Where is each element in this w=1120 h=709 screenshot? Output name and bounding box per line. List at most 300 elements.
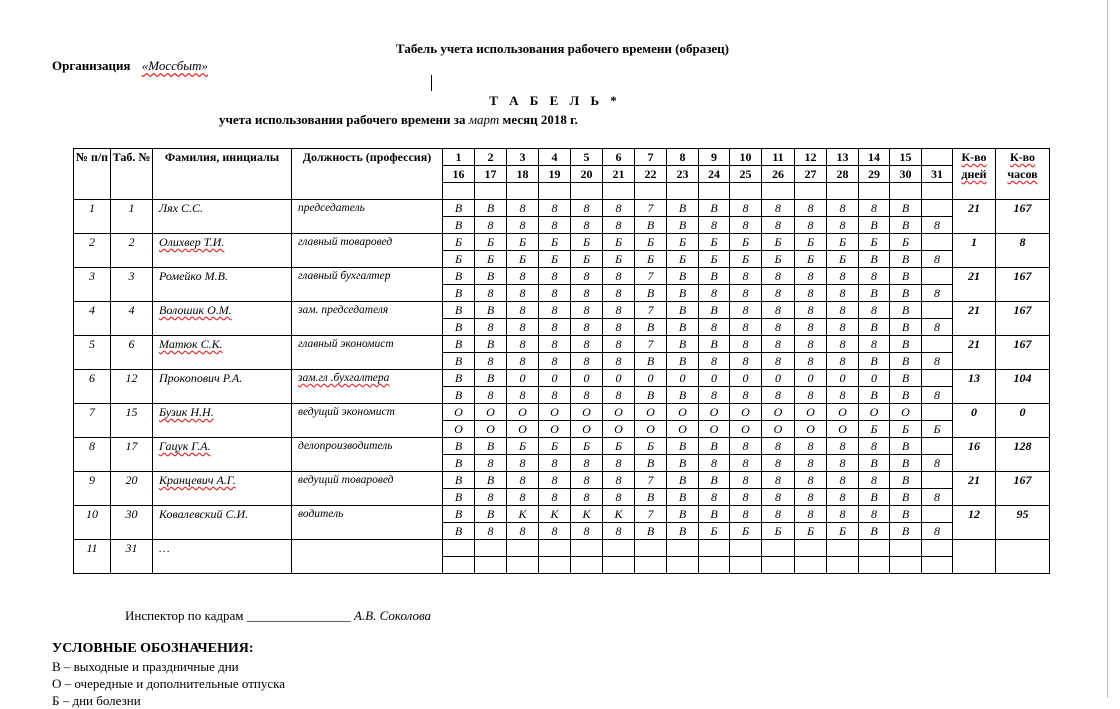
- day-cell[interactable]: 8: [571, 268, 603, 285]
- day-cell[interactable]: [443, 540, 475, 557]
- day-cell[interactable]: В: [475, 336, 507, 353]
- day-cell[interactable]: Б: [762, 523, 795, 540]
- day-cell[interactable]: В: [667, 472, 699, 489]
- day-cell[interactable]: 8: [795, 217, 827, 234]
- day-cell[interactable]: Б: [730, 251, 762, 268]
- day-cell[interactable]: [827, 540, 859, 557]
- day-cell[interactable]: В: [699, 302, 730, 319]
- day-cell[interactable]: 8: [795, 489, 827, 506]
- day-cell[interactable]: 8: [795, 285, 827, 302]
- day-cell[interactable]: 8: [571, 319, 603, 336]
- day-cell[interactable]: В: [443, 472, 475, 489]
- day-cell[interactable]: В: [475, 200, 507, 217]
- day-cell[interactable]: 8: [827, 268, 859, 285]
- employee-name[interactable]: [153, 336, 292, 370]
- day-cell[interactable]: 8: [762, 285, 795, 302]
- day-cell[interactable]: Б: [827, 523, 859, 540]
- day-cell[interactable]: В: [859, 353, 890, 370]
- day-cell[interactable]: 8: [730, 319, 762, 336]
- day-cell[interactable]: Б: [795, 234, 827, 251]
- day-cell[interactable]: В: [890, 387, 922, 404]
- day-cell[interactable]: 8: [475, 523, 507, 540]
- day-cell[interactable]: Б: [667, 251, 699, 268]
- day-cell[interactable]: 8: [922, 319, 953, 336]
- day-cell[interactable]: В: [443, 319, 475, 336]
- day-cell[interactable]: 8: [827, 217, 859, 234]
- day-cell[interactable]: В: [443, 370, 475, 387]
- day-cell[interactable]: 8: [795, 455, 827, 472]
- day-cell[interactable]: 8: [507, 489, 539, 506]
- day-cell[interactable]: 8: [827, 472, 859, 489]
- day-cell[interactable]: 8: [475, 217, 507, 234]
- day-cell[interactable]: Б: [730, 234, 762, 251]
- day-cell[interactable]: 8: [795, 268, 827, 285]
- day-cell[interactable]: 8: [795, 506, 827, 523]
- day-cell[interactable]: 8: [827, 302, 859, 319]
- day-cell[interactable]: Б: [475, 234, 507, 251]
- day-cell[interactable]: В: [443, 506, 475, 523]
- day-cell[interactable]: 8: [859, 268, 890, 285]
- day-cell[interactable]: Б: [699, 523, 730, 540]
- day-cell[interactable]: 8: [827, 489, 859, 506]
- day-cell[interactable]: 8: [730, 472, 762, 489]
- day-cell[interactable]: 8: [507, 523, 539, 540]
- day-cell[interactable]: О: [890, 404, 922, 421]
- day-cell[interactable]: 8: [603, 353, 635, 370]
- day-cell[interactable]: В: [635, 387, 667, 404]
- employee-position[interactable]: ведущий экономист: [292, 404, 443, 438]
- day-cell[interactable]: 7: [635, 302, 667, 319]
- day-cell[interactable]: 0: [827, 370, 859, 387]
- day-cell[interactable]: Б: [539, 251, 571, 268]
- day-cell[interactable]: В: [890, 285, 922, 302]
- day-cell[interactable]: Б: [890, 234, 922, 251]
- day-cell[interactable]: 8: [827, 200, 859, 217]
- day-cell[interactable]: В: [859, 489, 890, 506]
- day-cell[interactable]: 8: [827, 387, 859, 404]
- day-cell[interactable]: О: [443, 421, 475, 438]
- day-cell[interactable]: В: [443, 217, 475, 234]
- day-cell[interactable]: 8: [603, 302, 635, 319]
- day-cell[interactable]: 8: [507, 455, 539, 472]
- day-cell[interactable]: 8: [603, 523, 635, 540]
- day-cell[interactable]: 8: [571, 489, 603, 506]
- day-cell[interactable]: В: [890, 438, 922, 455]
- day-cell[interactable]: В: [443, 285, 475, 302]
- day-cell[interactable]: [922, 268, 953, 285]
- day-cell[interactable]: В: [859, 455, 890, 472]
- day-cell[interactable]: 8: [795, 472, 827, 489]
- day-cell[interactable]: Б: [507, 251, 539, 268]
- day-cell[interactable]: В: [890, 302, 922, 319]
- day-cell[interactable]: В: [635, 285, 667, 302]
- day-cell[interactable]: 8: [475, 455, 507, 472]
- day-cell[interactable]: Б: [859, 234, 890, 251]
- day-cell[interactable]: [795, 540, 827, 557]
- day-cell[interactable]: О: [603, 421, 635, 438]
- day-cell[interactable]: О: [730, 404, 762, 421]
- day-cell[interactable]: [922, 472, 953, 489]
- day-cell[interactable]: 8: [539, 455, 571, 472]
- day-cell[interactable]: 8: [571, 217, 603, 234]
- day-cell[interactable]: 8: [507, 302, 539, 319]
- day-cell[interactable]: 8: [762, 387, 795, 404]
- day-cell[interactable]: Б: [730, 523, 762, 540]
- day-cell[interactable]: В: [859, 285, 890, 302]
- employee-name[interactable]: [153, 438, 292, 472]
- day-cell[interactable]: О: [507, 421, 539, 438]
- day-cell[interactable]: К: [507, 506, 539, 523]
- employee-name[interactable]: [153, 234, 292, 268]
- day-cell[interactable]: Б: [762, 251, 795, 268]
- day-cell[interactable]: [539, 557, 571, 574]
- employee-position[interactable]: [292, 370, 443, 404]
- day-cell[interactable]: В: [890, 370, 922, 387]
- day-cell[interactable]: 8: [730, 302, 762, 319]
- day-cell[interactable]: Б: [603, 234, 635, 251]
- day-cell[interactable]: 8: [507, 319, 539, 336]
- day-cell[interactable]: 8: [571, 302, 603, 319]
- day-cell[interactable]: О: [859, 404, 890, 421]
- day-cell[interactable]: 8: [699, 319, 730, 336]
- day-cell[interactable]: [795, 557, 827, 574]
- day-cell[interactable]: [859, 557, 890, 574]
- day-cell[interactable]: В: [475, 438, 507, 455]
- subtitle-month[interactable]: март: [468, 112, 500, 127]
- employee-position[interactable]: [292, 540, 443, 574]
- day-cell[interactable]: К: [571, 506, 603, 523]
- day-cell[interactable]: К: [539, 506, 571, 523]
- day-cell[interactable]: 8: [922, 217, 953, 234]
- day-cell[interactable]: В: [635, 489, 667, 506]
- employee-position[interactable]: председатель: [292, 200, 443, 234]
- day-cell[interactable]: О: [699, 404, 730, 421]
- day-cell[interactable]: 8: [762, 302, 795, 319]
- day-cell[interactable]: [635, 557, 667, 574]
- day-cell[interactable]: 0: [571, 370, 603, 387]
- day-cell[interactable]: В: [667, 319, 699, 336]
- day-cell[interactable]: 8: [507, 353, 539, 370]
- day-cell[interactable]: 8: [699, 353, 730, 370]
- day-cell[interactable]: [730, 540, 762, 557]
- day-cell[interactable]: О: [730, 421, 762, 438]
- employee-position[interactable]: главный бухгалтер: [292, 268, 443, 302]
- employee-position[interactable]: зам. председателя: [292, 302, 443, 336]
- day-cell[interactable]: [699, 540, 730, 557]
- employee-position[interactable]: главный товаровед: [292, 234, 443, 268]
- day-cell[interactable]: О: [507, 404, 539, 421]
- day-cell[interactable]: 8: [507, 387, 539, 404]
- day-cell[interactable]: 7: [635, 268, 667, 285]
- day-cell[interactable]: 8: [603, 285, 635, 302]
- day-cell[interactable]: 8: [603, 387, 635, 404]
- day-cell[interactable]: 8: [730, 285, 762, 302]
- day-cell[interactable]: Б: [667, 234, 699, 251]
- day-cell[interactable]: В: [699, 336, 730, 353]
- day-cell[interactable]: 0: [603, 370, 635, 387]
- day-cell[interactable]: В: [443, 387, 475, 404]
- day-cell[interactable]: 8: [539, 523, 571, 540]
- day-cell[interactable]: О: [827, 421, 859, 438]
- day-cell[interactable]: 0: [539, 370, 571, 387]
- day-cell[interactable]: В: [635, 455, 667, 472]
- day-cell[interactable]: 8: [730, 217, 762, 234]
- day-cell[interactable]: Б: [539, 438, 571, 455]
- day-cell[interactable]: В: [443, 336, 475, 353]
- day-cell[interactable]: Б: [475, 251, 507, 268]
- day-cell[interactable]: 0: [730, 370, 762, 387]
- day-cell[interactable]: О: [475, 421, 507, 438]
- day-cell[interactable]: В: [667, 200, 699, 217]
- day-cell[interactable]: В: [667, 387, 699, 404]
- day-cell[interactable]: Б: [827, 251, 859, 268]
- day-cell[interactable]: [699, 557, 730, 574]
- day-cell[interactable]: В: [890, 472, 922, 489]
- day-cell[interactable]: В: [443, 353, 475, 370]
- employee-name[interactable]: [153, 302, 292, 336]
- day-cell[interactable]: 8: [762, 268, 795, 285]
- day-cell[interactable]: 8: [827, 455, 859, 472]
- day-cell[interactable]: Б: [443, 251, 475, 268]
- day-cell[interactable]: 8: [507, 268, 539, 285]
- employee-position[interactable]: ведущий товаровед: [292, 472, 443, 506]
- employee-name[interactable]: Ромейко М.В.: [153, 268, 292, 302]
- day-cell[interactable]: Б: [635, 438, 667, 455]
- day-cell[interactable]: В: [890, 217, 922, 234]
- day-cell[interactable]: [667, 540, 699, 557]
- day-cell[interactable]: [730, 557, 762, 574]
- day-cell[interactable]: О: [667, 421, 699, 438]
- employee-position[interactable]: водитель: [292, 506, 443, 540]
- day-cell[interactable]: 8: [539, 217, 571, 234]
- day-cell[interactable]: 8: [827, 336, 859, 353]
- day-cell[interactable]: [603, 557, 635, 574]
- day-cell[interactable]: [571, 540, 603, 557]
- day-cell[interactable]: 8: [762, 455, 795, 472]
- day-cell[interactable]: 0: [667, 370, 699, 387]
- day-cell[interactable]: В: [667, 455, 699, 472]
- day-cell[interactable]: [922, 200, 953, 217]
- day-cell[interactable]: 8: [922, 489, 953, 506]
- day-cell[interactable]: 8: [603, 455, 635, 472]
- day-cell[interactable]: 8: [859, 506, 890, 523]
- day-cell[interactable]: Б: [507, 438, 539, 455]
- day-cell[interactable]: В: [890, 523, 922, 540]
- day-cell[interactable]: В: [667, 523, 699, 540]
- day-cell[interactable]: 8: [795, 200, 827, 217]
- day-cell[interactable]: В: [859, 523, 890, 540]
- employee-name[interactable]: [153, 472, 292, 506]
- day-cell[interactable]: [922, 370, 953, 387]
- day-cell[interactable]: 8: [507, 336, 539, 353]
- day-cell[interactable]: В: [699, 472, 730, 489]
- day-cell[interactable]: 8: [762, 472, 795, 489]
- day-cell[interactable]: [922, 336, 953, 353]
- day-cell[interactable]: Б: [571, 251, 603, 268]
- day-cell[interactable]: 8: [475, 387, 507, 404]
- day-cell[interactable]: 8: [699, 217, 730, 234]
- day-cell[interactable]: 0: [635, 370, 667, 387]
- day-cell[interactable]: В: [667, 268, 699, 285]
- day-cell[interactable]: [539, 540, 571, 557]
- day-cell[interactable]: 8: [539, 489, 571, 506]
- day-cell[interactable]: О: [603, 404, 635, 421]
- day-cell[interactable]: 8: [730, 438, 762, 455]
- employee-position[interactable]: делопроизводитель: [292, 438, 443, 472]
- day-cell[interactable]: О: [539, 404, 571, 421]
- day-cell[interactable]: В: [667, 438, 699, 455]
- day-cell[interactable]: 8: [539, 268, 571, 285]
- day-cell[interactable]: О: [539, 421, 571, 438]
- day-cell[interactable]: Б: [635, 234, 667, 251]
- day-cell[interactable]: Б: [795, 523, 827, 540]
- employee-position[interactable]: главный экономист: [292, 336, 443, 370]
- day-cell[interactable]: В: [699, 200, 730, 217]
- day-cell[interactable]: 8: [922, 387, 953, 404]
- day-cell[interactable]: 8: [571, 353, 603, 370]
- day-cell[interactable]: 8: [762, 438, 795, 455]
- day-cell[interactable]: В: [890, 251, 922, 268]
- day-cell[interactable]: 8: [922, 455, 953, 472]
- day-cell[interactable]: 8: [539, 285, 571, 302]
- day-cell[interactable]: В: [667, 302, 699, 319]
- day-cell[interactable]: 8: [539, 336, 571, 353]
- day-cell[interactable]: [890, 540, 922, 557]
- day-cell[interactable]: В: [890, 319, 922, 336]
- day-cell[interactable]: 8: [762, 353, 795, 370]
- day-cell[interactable]: 8: [539, 387, 571, 404]
- day-cell[interactable]: [922, 557, 953, 574]
- day-cell[interactable]: В: [890, 455, 922, 472]
- day-cell[interactable]: В: [635, 217, 667, 234]
- day-cell[interactable]: В: [475, 472, 507, 489]
- day-cell[interactable]: В: [635, 319, 667, 336]
- day-cell[interactable]: Б: [922, 421, 953, 438]
- day-cell[interactable]: В: [443, 200, 475, 217]
- day-cell[interactable]: 7: [635, 336, 667, 353]
- day-cell[interactable]: Б: [603, 251, 635, 268]
- day-cell[interactable]: Б: [762, 234, 795, 251]
- day-cell[interactable]: 8: [603, 319, 635, 336]
- day-cell[interactable]: 8: [730, 336, 762, 353]
- day-cell[interactable]: О: [475, 404, 507, 421]
- day-cell[interactable]: В: [443, 438, 475, 455]
- day-cell[interactable]: В: [475, 370, 507, 387]
- day-cell[interactable]: 8: [699, 387, 730, 404]
- day-cell[interactable]: [762, 540, 795, 557]
- day-cell[interactable]: 8: [922, 251, 953, 268]
- day-cell[interactable]: 8: [507, 285, 539, 302]
- day-cell[interactable]: В: [890, 200, 922, 217]
- day-cell[interactable]: В: [890, 353, 922, 370]
- day-cell[interactable]: 8: [571, 523, 603, 540]
- day-cell[interactable]: 8: [827, 319, 859, 336]
- day-cell[interactable]: 0: [795, 370, 827, 387]
- day-cell[interactable]: О: [667, 404, 699, 421]
- day-cell[interactable]: 8: [571, 336, 603, 353]
- day-cell[interactable]: 8: [795, 387, 827, 404]
- day-cell[interactable]: 8: [571, 472, 603, 489]
- day-cell[interactable]: [667, 557, 699, 574]
- day-cell[interactable]: 8: [795, 302, 827, 319]
- day-cell[interactable]: 8: [922, 285, 953, 302]
- day-cell[interactable]: 8: [699, 489, 730, 506]
- day-cell[interactable]: Б: [859, 421, 890, 438]
- day-cell[interactable]: [922, 302, 953, 319]
- day-cell[interactable]: В: [443, 302, 475, 319]
- day-cell[interactable]: 8: [571, 200, 603, 217]
- day-cell[interactable]: 8: [795, 336, 827, 353]
- day-cell[interactable]: 8: [475, 489, 507, 506]
- day-cell[interactable]: 8: [475, 319, 507, 336]
- employee-name[interactable]: Прокопович Р.А.: [153, 370, 292, 404]
- day-cell[interactable]: В: [890, 336, 922, 353]
- day-cell[interactable]: [922, 438, 953, 455]
- day-cell[interactable]: 8: [922, 353, 953, 370]
- day-cell[interactable]: 8: [699, 285, 730, 302]
- day-cell[interactable]: 8: [827, 353, 859, 370]
- day-cell[interactable]: 0: [699, 370, 730, 387]
- day-cell[interactable]: Б: [571, 438, 603, 455]
- employee-name[interactable]: …: [153, 540, 292, 574]
- day-cell[interactable]: [475, 540, 507, 557]
- day-cell[interactable]: В: [475, 268, 507, 285]
- day-cell[interactable]: О: [827, 404, 859, 421]
- day-cell[interactable]: 8: [762, 217, 795, 234]
- day-cell[interactable]: В: [667, 217, 699, 234]
- day-cell[interactable]: Б: [635, 251, 667, 268]
- day-cell[interactable]: [922, 540, 953, 557]
- day-cell[interactable]: О: [699, 421, 730, 438]
- day-cell[interactable]: 8: [571, 455, 603, 472]
- day-cell[interactable]: [635, 540, 667, 557]
- day-cell[interactable]: В: [475, 302, 507, 319]
- day-cell[interactable]: В: [667, 506, 699, 523]
- day-cell[interactable]: 8: [827, 285, 859, 302]
- day-cell[interactable]: В: [667, 489, 699, 506]
- day-cell[interactable]: В: [443, 523, 475, 540]
- day-cell[interactable]: 8: [859, 438, 890, 455]
- day-cell[interactable]: О: [571, 404, 603, 421]
- day-cell[interactable]: В: [635, 523, 667, 540]
- day-cell[interactable]: [890, 557, 922, 574]
- day-cell[interactable]: Б: [443, 234, 475, 251]
- day-cell[interactable]: 8: [827, 438, 859, 455]
- day-cell[interactable]: 8: [603, 217, 635, 234]
- day-cell[interactable]: 8: [795, 353, 827, 370]
- day-cell[interactable]: В: [699, 268, 730, 285]
- employee-name[interactable]: [153, 404, 292, 438]
- day-cell[interactable]: 8: [539, 302, 571, 319]
- day-cell[interactable]: 8: [730, 353, 762, 370]
- organization-name[interactable]: «Моссбыт»: [141, 58, 208, 73]
- day-cell[interactable]: Б: [890, 421, 922, 438]
- employee-name[interactable]: Ковалевский С.И.: [153, 506, 292, 540]
- day-cell[interactable]: 8: [859, 200, 890, 217]
- employee-name[interactable]: Лях С.С.: [153, 200, 292, 234]
- day-cell[interactable]: 8: [730, 455, 762, 472]
- day-cell[interactable]: 8: [571, 387, 603, 404]
- day-cell[interactable]: В: [859, 319, 890, 336]
- day-cell[interactable]: 8: [603, 472, 635, 489]
- day-cell[interactable]: 8: [571, 285, 603, 302]
- day-cell[interactable]: 8: [859, 336, 890, 353]
- day-cell[interactable]: 8: [827, 506, 859, 523]
- day-cell[interactable]: [922, 404, 953, 421]
- day-cell[interactable]: В: [859, 217, 890, 234]
- day-cell[interactable]: 8: [603, 200, 635, 217]
- day-cell[interactable]: 8: [539, 472, 571, 489]
